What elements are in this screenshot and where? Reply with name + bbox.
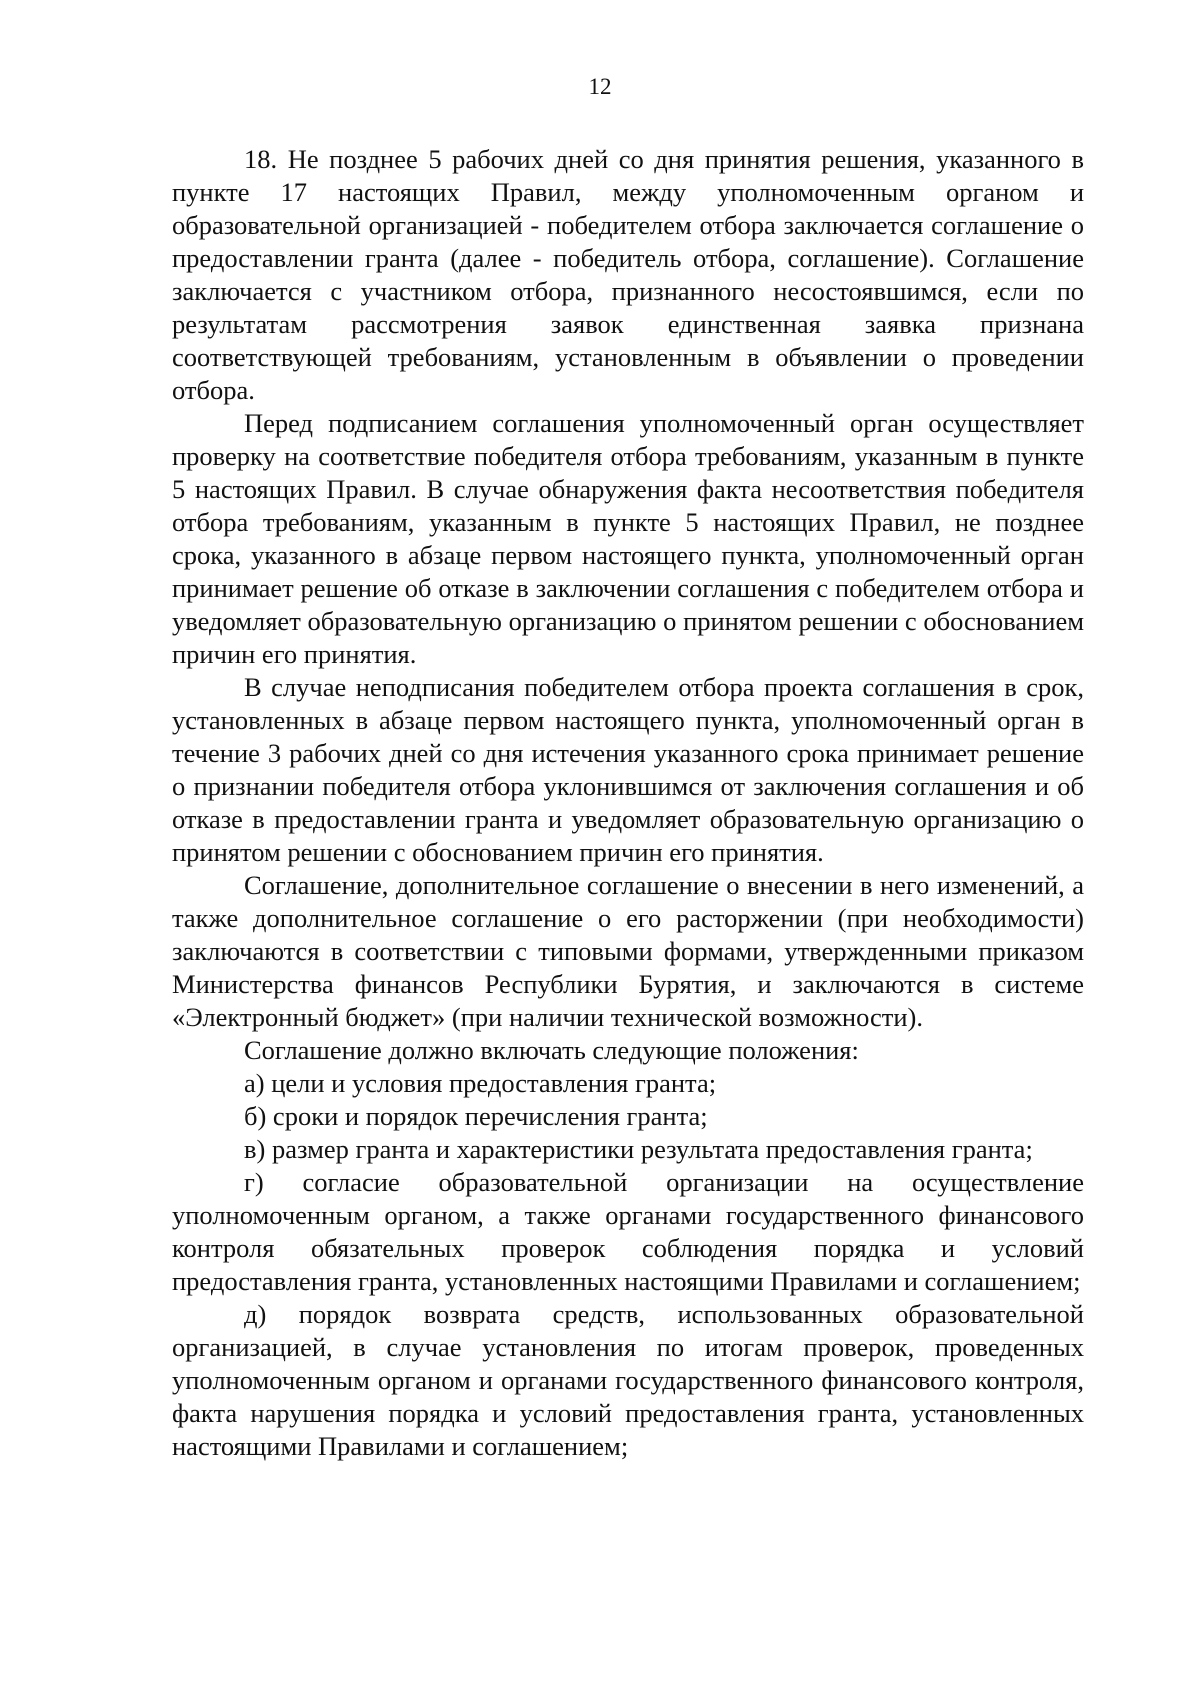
paragraph-provisions-intro: Соглашение должно включать следующие положения: xyxy=(244,1035,859,1065)
list-item-b: б) сроки и порядок перечисления гранта; xyxy=(244,1101,708,1131)
list-item-d: д) порядок возврата средств, использованных образовательной организацией, в случае установления по итогам проверок, проведенных уполномоченным органом и органами государственного финансового контроля, факта нарушения порядка и условий предоставления гранта, установленных настоящими Правилами и соглашением; xyxy=(172,1299,1084,1461)
list-item-v: в) размер гранта и характеристики результата предоставления гранта; xyxy=(244,1134,1033,1164)
page-number: 12 xyxy=(588,74,612,99)
paragraph-agreement-forms: Соглашение, дополнительное соглашение о внесении в него изменений, а также дополнительное соглашение о его расторжении (при необходимости) заключаются в соответствии с типовыми формами, утвержденными приказом Министерства финансов Республики Бурятия, и заключаются в системе «Электронный бюджет» (при наличии технической возможности). xyxy=(172,870,1084,1032)
paragraph-18: 18. Не позднее 5 рабочих дней со дня принятия решения, указанного в пункте 17 настоящих Правил, между уполномоченным органом и образовательной организацией - победителем отбора заключается соглашение о предоставлении гранта (далее - победитель отбора, соглашение). Соглашение заключается с участником отбора, признанного несостоявшимся, если по результатам рассмотрения заявок единственная заявка признана соответствующей требованиям, установленным в объявлении о проведении отбора. xyxy=(172,144,1084,405)
paragraph-non-signing: В случае неподписания победителем отбора проекта соглашения в срок, установленных в абзаце первом настоящего пункта, уполномоченный орган в течение 3 рабочих дней со дня истечения указанного срока принимает решение о признании победителя отбора уклонившимся от заключения соглашения и об отказе в предоставлении гранта и уведомляет образовательную организацию о принятом решении с обоснованием причин его принятия. xyxy=(172,672,1084,867)
paragraph-verification: Перед подписанием соглашения уполномоченный орган осуществляет проверку на соответствие победителя отбора требованиям, указанным в пункте 5 настоящих Правил. В случае обнаружения факта несоответствия победителя отбора требованиям, указанным в пункте 5 настоящих Правил, не позднее срока, указанного в абзаце первом настоящего пункта, уполномоченный орган принимает решение об отказе в заключении соглашения с победителем отбора и уведомляет образовательную организацию о принятом решении с обоснованием причин его принятия. xyxy=(172,408,1084,669)
list-item-a: а) цели и условия предоставления гранта; xyxy=(244,1068,717,1098)
document-body xyxy=(172,143,1084,1463)
list-item-g: г) согласие образовательной организации на осуществление уполномоченным органом, а также органами государственного финансового контроля обязательных проверок соблюдения порядка и условий предоставления гранта, установленных настоящими Правилами и соглашением; xyxy=(172,1167,1084,1296)
